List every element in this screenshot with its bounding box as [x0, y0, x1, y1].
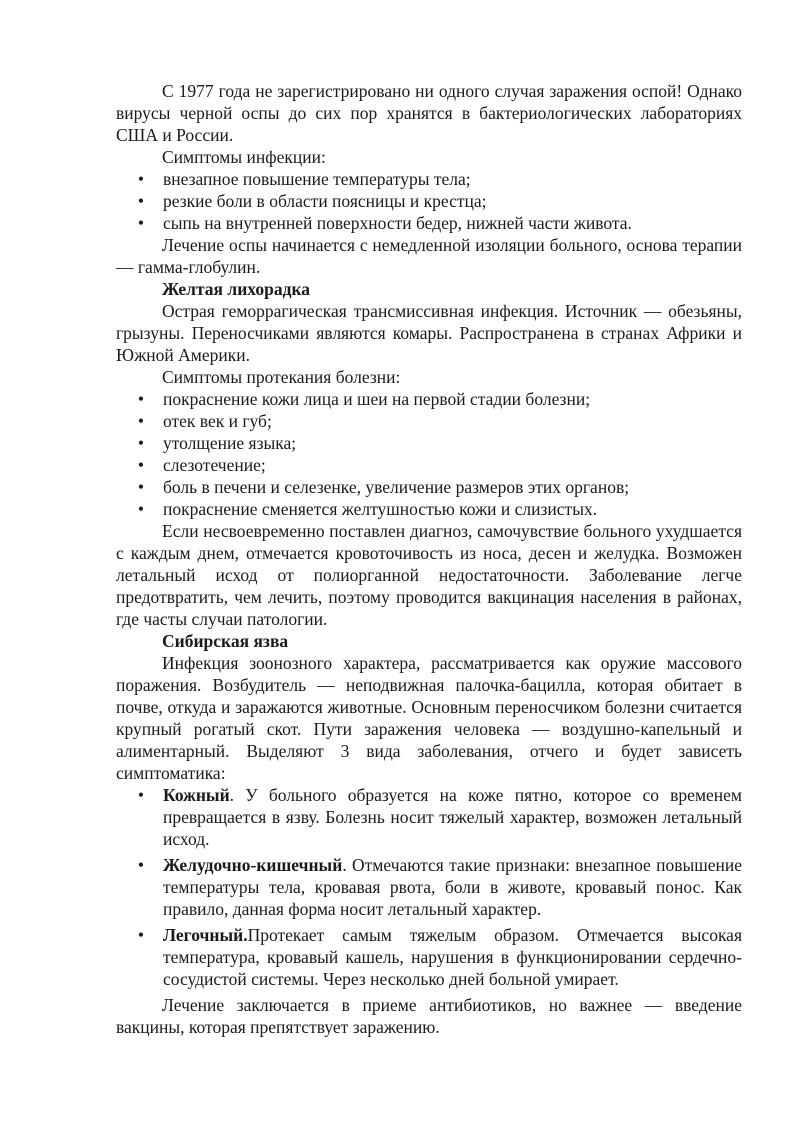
list-item: • резкие боли в области поясницы и крестца; — [137, 191, 487, 211]
yellow-fever-heading: Желтая лихорадка — [162, 279, 311, 299]
form-description: Отмечаются такие признаки: внезапное повышение температуры тела, кровавая рвота, боли в животе, кровавый понос. Как правило, данная форма носит летальный характер. — [163, 855, 742, 919]
list-item — [116, 924, 742, 990]
smallpox-symptoms-list — [116, 168, 742, 234]
bullet-icon: • — [137, 411, 145, 431]
list-item: • утолщение языка; — [137, 433, 297, 453]
bullet-icon: • — [137, 477, 145, 497]
bullet-icon: • — [137, 785, 145, 805]
list-item: • внезапное повышение температуры тела; — [137, 169, 471, 189]
anthrax-heading: Сибирская язва — [162, 631, 289, 651]
bullet-icon: • — [137, 389, 145, 409]
list-item: • сыпь на внутренней поверхности бедер, нижней части живота. — [137, 213, 632, 233]
yellow-fever-symptoms-list — [116, 388, 742, 520]
smallpox-treatment-paragraph: Лечение оспы начинается с немедленной изоляции больного, основа терапии — гамма-глобулин. — [116, 235, 742, 277]
bullet-icon: • — [137, 855, 145, 875]
smallpox-intro-paragraph: С 1977 года не зарегистрировано ни одного случая заражения оспой! Однако вирусы черной оспы до сих пор хранятся в бактериологических лабораториях США и России. — [116, 81, 742, 145]
smallpox-symptoms-heading: Симптомы инфекции: — [162, 147, 326, 167]
form-name: Легочный. — [163, 925, 248, 945]
bullet-icon: • — [137, 191, 145, 211]
anthrax-treatment-paragraph: Лечение заключается в приеме антибиотиков, но важнее — введение вакцины, которая препятствует заражению. — [116, 995, 742, 1037]
form-name: Желудочно-кишечный — [163, 855, 343, 875]
list-item: • отек век и губ; — [137, 411, 272, 431]
list-item: • боль в печени и селезенке, увеличение размеров этих органов; — [137, 477, 630, 497]
form-name: Кожный — [163, 785, 230, 805]
form-description: Протекает самым тяжелым образом. Отмечается высокая температура, кровавый кашель, нарушения в функционировании сердечно-сосудистой системы. Через несколько дней больной умирает. — [163, 925, 742, 989]
document-page — [116, 80, 742, 1038]
list-item: • покраснение кожи лица и шеи на первой стадии болезни; — [137, 389, 591, 409]
yellow-fever-outcome-paragraph: Если несвоевременно поставлен диагноз, самочувствие больного ухудшается с каждым днем, отмечается кровоточивость из носа, десен и желудка. Возможен летальный исход от полиорганной недостаточности. Заболевание легче предотвратить, чем лечить, поэтому проводится вакцинация населения в районах, где часты случаи патологии. — [116, 521, 742, 629]
list-item: • Желудочно-кишечный. Отмечаются такие признаки: внезапное повышение температуры тела, кровавая рвота, боли в животе, кровавый понос. Как правило, данная форма носит летальный характер. — [137, 855, 742, 919]
bullet-icon: • — [137, 213, 145, 233]
form-description: У больного образуется на коже пятно, которое со временем превращается в язву. Болезнь носит тяжелый характер, возможен летальный исход. — [163, 785, 742, 849]
list-item: • покраснение сменяется желтушностью кожи и слизистых. — [137, 499, 598, 519]
bullet-icon: • — [137, 499, 145, 519]
bullet-icon: • — [137, 925, 145, 945]
list-item: • Кожный. У больного образуется на коже пятно, которое со временем превращается в язву. Болезнь носит тяжелый характер, возможен летальный исход. — [137, 785, 742, 849]
yellow-fever-intro-paragraph: Острая геморрагическая трансмиссивная инфекция. Источник — обезьяны, грызуны. Переносчиками являются комары. Распространена в странах Африки и Южной Америки. — [116, 301, 742, 365]
bullet-icon: • — [137, 455, 145, 475]
bullet-icon: • — [137, 433, 145, 453]
bullet-icon: • — [137, 169, 145, 189]
list-item: • слезотечение; — [137, 455, 266, 475]
anthrax-forms-list — [116, 784, 742, 990]
yellow-fever-symptoms-heading: Симптомы протекания болезни: — [162, 367, 401, 387]
anthrax-intro-paragraph: Инфекция зоонозного характера, рассматривается как оружие массового поражения. Возбудитель — неподвижная палочка-бацилла, которая обитает в почве, откуда и заражаются животные. Основным переносчиком болезни считается крупный рогатый скот. Пути заражения человека — воздушно-капельный и алиментарный. Выделяют 3 вида заболевания, отчего и будет зависеть симптоматика: — [116, 653, 742, 783]
